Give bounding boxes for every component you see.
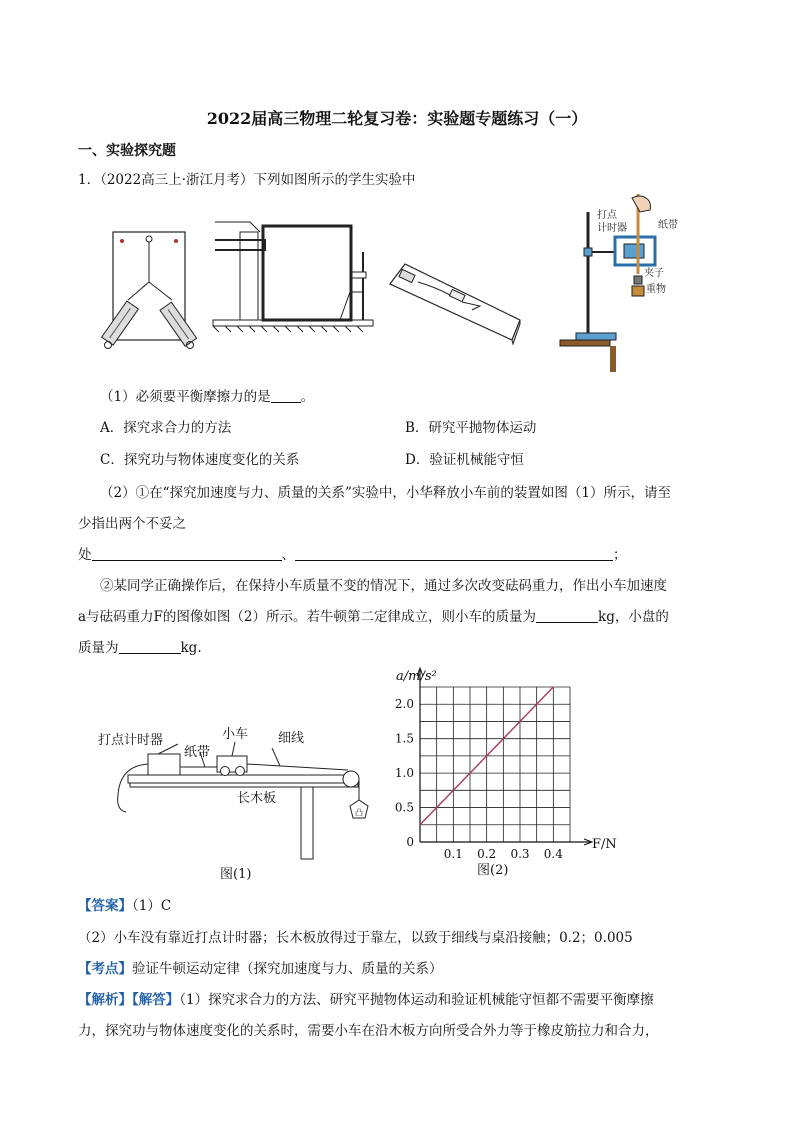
analysis-line1: 【解析】【解答】（1）探究求合力的方法、研究平抛物体运动和验证机械能守恒都不需要平衡摩擦 [78,992,654,1008]
label-clip: 夹子 [644,268,664,279]
option-b: B．研究平抛物体运动 [405,420,537,436]
part2-line3: 处 、 ； [78,547,627,563]
page-title: 2022届高三物理二轮复习卷：实验题专题练习（一） [206,109,588,128]
projectile-apparatus [213,222,373,332]
y-axis-label: a/m/s² [396,669,437,684]
x-axis-label: F/N [592,837,617,852]
svg-text:凸: 凸 [355,808,363,817]
analysis-line2: 力，探究功与物体速度变化的关系时，需要小车在沿木板方向所受合外力等于橡皮筋拉力和合力， [78,1023,659,1039]
part2-line5: a与砝码重力F的图像如图（2）所示。若牛顿第二定律成立，则小车的质量为 kg，小盘的 [78,609,669,625]
x-tick-label: 0.1 [443,847,463,861]
part2-line6: 质量为 kg. [78,640,202,656]
answer-blank [536,608,598,623]
option-c: C．探究功与物体速度变化的关系 [100,452,300,468]
label-timer-line2: 计时器 [597,223,627,234]
label-timer: 打点计时器 [98,733,164,748]
x-tick-label: 0.4 [543,847,563,861]
x-tick-label: 0.3 [510,847,530,861]
x-tick-label: 0.2 [477,847,497,861]
label-timer-line1: 打点 [597,210,617,221]
chart-axes [417,668,592,845]
y-tick-label: 1.5 [394,731,414,746]
analysis-tag: 【解析】 [78,992,132,1008]
figure-2-caption: 图(2) [477,863,509,878]
label-cart: 小车 [222,727,249,742]
kaodian-tag: 【考点】 [78,961,132,977]
answer-blank [295,546,613,561]
label-weight: 重物 [646,284,666,295]
chart-grid [420,687,570,842]
apparatus-figures [100,192,680,377]
solution-tag: 【解答】 [132,992,180,1008]
figure-1-apparatus [90,720,380,885]
part2-line1: （2）①在“探究加速度与力、质量的关系”实验中，小华释放小车前的装置如图（1）所示，请至 [100,485,671,501]
answer-line1: 【答案】（1）C [78,898,172,914]
option-a: A．探究求合力的方法 [100,420,232,436]
answer-tag: 【答案】 [78,898,132,914]
kaodian-line: 【考点】验证牛顿运动定律（探究加速度与力、质量的关系） [78,961,443,977]
y-tick-label: 0.5 [394,800,414,815]
figure-2-chart [380,662,630,882]
label-board: 长木板 [237,791,277,806]
answer-blank [271,388,301,403]
part2-line2: 少指出两个不妥之 [78,516,186,532]
label-tape: 纸带 [658,220,678,231]
work-velocity-apparatus [390,264,520,344]
section-heading: 一、实验探究题 [78,143,176,159]
mechanical-energy-apparatus [560,194,678,372]
option-d: D．验证机械能守恒 [405,452,524,468]
label-tape: 纸带 [184,745,211,760]
part2-line4: ②某同学正确操作后，在保持小车质量不变的情况下，通过多次改变砝码重力，作出小车加速度 [100,578,667,594]
label-thread: 细线 [278,731,305,746]
question-1-stem: 1．（2022高三上·浙江月考）下列如图所示的学生实验中 [78,172,416,188]
part1-prompt: （1）必须要平衡摩擦力的是 。 [100,389,315,405]
answer-blank [119,639,181,654]
figure-1-caption: 图(1) [220,867,252,882]
answer-line2: （2）小车没有靠近打点计时器；长木板放得过于靠左，以致于细线与桌沿接触；0.2；0.005 [78,930,633,946]
y-tick-label: 1.0 [394,766,414,781]
y-tick-label: 2.0 [394,697,414,712]
y-tick-label: 0 [406,835,414,849]
answer-blank [92,546,282,561]
force-composition-board [102,232,197,349]
